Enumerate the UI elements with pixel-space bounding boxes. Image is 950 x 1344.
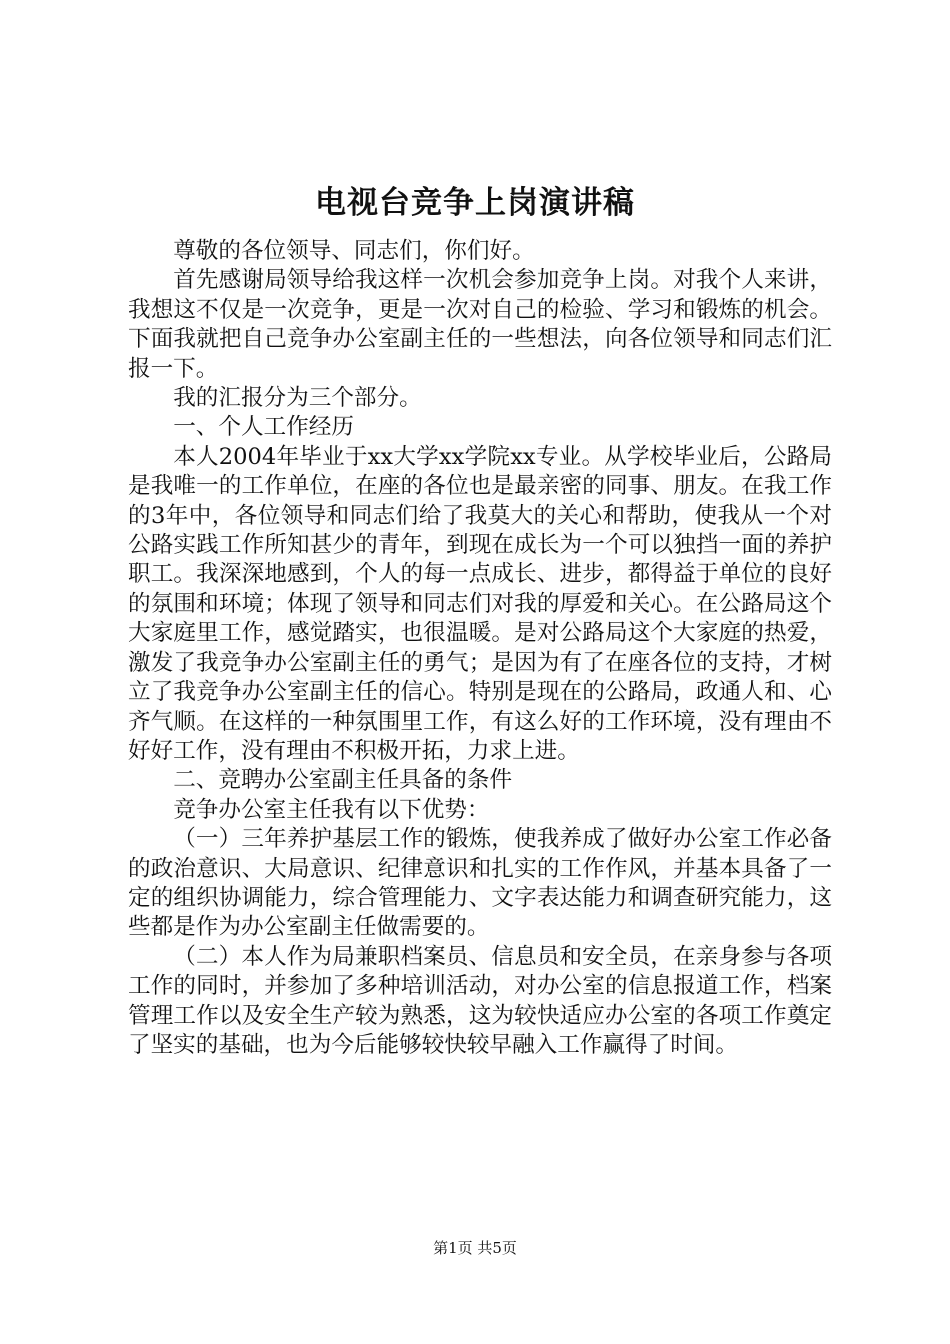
paragraph-advantage-two: （二）本人作为局兼职档案员、信息员和安全员，在亲身参与各项工作的同时，并参加了多种培训活动，对办公室的信息报道工作，档案管理工作以及安全生产较为熟悉，这为较快适应办公室的各项工作奠定了坚实的基础，也为今后能够较快较早融入工作赢得了时间。 bbox=[128, 943, 832, 1058]
paragraph-greeting: 尊敬的各位领导、同志们，你们好。 bbox=[173, 238, 535, 264]
paragraph-advantages-intro: 竞争办公室主任我有以下优势： bbox=[173, 796, 490, 823]
section-heading-work-experience: 一、个人工作经历 bbox=[173, 414, 354, 441]
paragraph-outline: 我的汇报分为三个部分。 bbox=[173, 385, 422, 412]
page-number-footer: 第1页 共5页 bbox=[433, 1239, 517, 1257]
paragraph-work-experience: 本人2004年毕业于xx大学xx学院xx专业。从学校毕业后，公路局是我唯一的工作单位，在座的各位也是最亲密的同事、朋友。在我工作的3年中，各位领导和同志们给了我莫大的关心和帮助，使我从一个对公路实践工作所知甚少的青年，到现在成长为一个可以独挡一面的养护职工。我深深地感到，个人的每一点成长、进步，都得益于单位的良好的氛围和环境；体现了领导和同志们对我的厚爱和关心。在公路局这个大家庭里工作，感觉踏实，也很温暖。是对公路局这个大家庭的热爱，激发了我竞争办公室副主任的勇气；是因为有了在座各位的支持，才树立了我竞争办公室副主任的信心。特别是现在的公路局，政通人和、心齐气顺。在这样的一种氛围里工作，有这么好的工作环境，没有理由不好好工作，没有理由不积极开拓，力求上进。 bbox=[128, 443, 832, 764]
paragraph-advantage-one: （一）三年养护基层工作的锻炼，使我养成了做好办公室工作必备的政治意识、大局意识、纪律意识和扎实的工作作风，并基本具备了一定的组织协调能力，综合管理能力、文字表达能力和调查研究能力，这些都是作为办公室副主任做需要的。 bbox=[128, 826, 832, 941]
document-body bbox=[128, 237, 832, 1060]
paragraph-intro: 首先感谢局领导给我这样一次机会参加竞争上岗。对我个人来讲，我想这不仅是一次竞争，更是一次对自己的检验、学习和锻炼的机会。下面我就把自己竞争办公室副主任的一些想法，向各位领导和同志们汇报一下。 bbox=[128, 267, 832, 382]
document-title: 电视台竞争上岗演讲稿 bbox=[315, 185, 635, 221]
section-heading-conditions: 二、竞聘办公室副主任具备的条件 bbox=[173, 767, 513, 794]
